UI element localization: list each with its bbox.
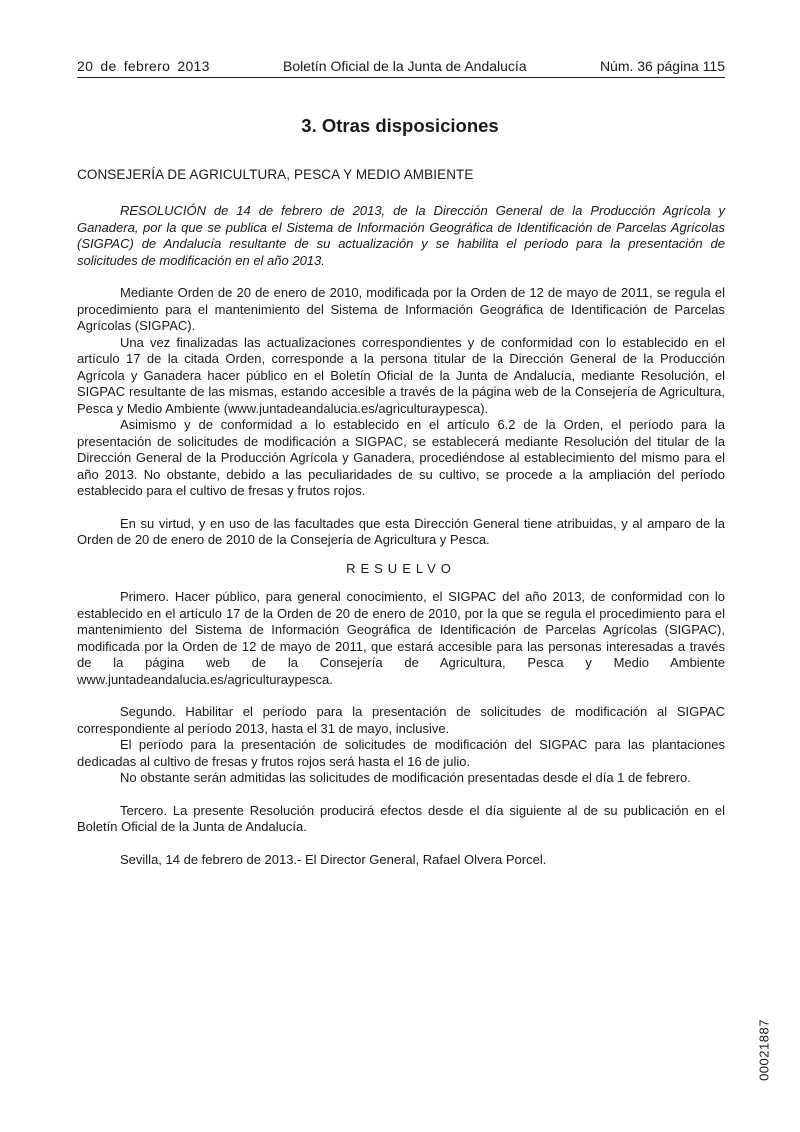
document-code-text: 00021887 [756, 1019, 772, 1081]
header-issue: Núm. 36 página 115 [599, 58, 725, 74]
paragraph-tercero: Tercero. La presente Resolución producirá efectos desde el día siguiente al de su publicación en el Boletín Oficial de la Junta de Andalucía. [77, 802, 725, 834]
header-date: 20 de febrero 2013 [77, 58, 210, 74]
header-publication: Boletín Oficial de la Junta de Andalucía [283, 58, 527, 74]
paragraph-4: En su virtud, y en uso de las facultades que esta Dirección General tiene atribuidas, y al amparo de la Orden de 20 de enero de 2010 de la Consejería de Agricultura y Pesca. [77, 515, 725, 547]
resolution-heading: RESOLUCIÓN de 14 de febrero de 2013, de la Dirección General de la Producción Agrícola y Ganadera, por la que se publica el Sistema de Información Geográfica de Identificación de Parcelas Agrícolas (SIGPAC) de Andalucía resultante de su actualización y se habilita el período para la presentación de solicitudes de modificación en el año 2013. [77, 203, 725, 268]
paragraph-segundo: Segundo. Habilitar el período para la presentación de solicitudes de modificación al SIGPAC correspondiente al período 2013, hasta el 31 de mayo, inclusive. [77, 704, 725, 736]
document-body [77, 203, 725, 868]
section-title: 3. Otras disposiciones [301, 115, 499, 136]
paragraph-3: Asimismo y de conformidad a lo establecido en el artículo 6.2 de la Orden, el período para la presentación de solicitudes de modificación a SIGPAC, se establecerá mediante Resolución del titular de la Dirección General de la Producción Agrícola y Ganadera, procediéndose al establecimiento del mismo para el año 2013. No obstante, debido a las peculiaridades de su cultivo, se procede a la ampliación del período establecido para el cultivo de fresas y frutos rojos. [77, 417, 725, 498]
paragraph-fresas: El período para la presentación de solicitudes de modificación del SIGPAC para las plantaciones dedicadas al cultivo de fresas y frutos rojos será hasta el 16 de julio. [77, 737, 725, 769]
paragraph-primero: Primero. Hacer público, para general conocimiento, el SIGPAC del año 2013, de conformidad con lo establecido en el artículo 17 de la Orden de 20 de enero de 2010, por la que se regula el procedimiento para el mantenimiento del Sistema de Información Geográfica de Identificación de Parcelas Agrícolas (SIGPAC), modificada por la Orden de 12 de mayo de 2011, que estará accesible para las personas interesadas a través de la página web de la Consejería de Agricultura, Pesca y Medio Ambiente www.juntadeandalucia.es/agriculturaypesca. [77, 589, 725, 687]
paragraph-2: Una vez finalizadas las actualizaciones correspondientes y de conformidad con lo establecido en el artículo 17 de la citada Orden, corresponde a la persona titular de la Dirección General de la Producción Agrícola y Ganadera hacer público en el Boletín Oficial de la Junta de Andalucía, mediante Resolución, el SIGPAC resultante de las mismas, estando accesible a través de la página web de la Consejería de Agricultura, Pesca y Medio Ambiente (www.juntadeandalucia.es/agriculturaypesca). [77, 334, 725, 416]
paragraph-no-obstante: No obstante serán admitidas las solicitudes de modificación presentadas desde el día 1 de febrero. [120, 770, 691, 785]
signature-line: Sevilla, 14 de febrero de 2013.- El Director General, Rafael Olvera Porcel. [120, 851, 547, 867]
resuelvo-heading: RESUELVO [346, 560, 456, 576]
document-code [754, 1000, 774, 1100]
department-heading: CONSEJERÍA DE AGRICULTURA, PESCA Y MEDIO AMBIENTE [77, 167, 474, 182]
paragraph-1: Mediante Orden de 20 de enero de 2010, modificada por la Orden de 12 de mayo de 2011, se regula el procedimiento para el mantenimiento del Sistema de Información Geográfica de Identificación de Parcelas Agrícolas (SIGPAC). [77, 285, 725, 333]
page-header [77, 56, 725, 78]
